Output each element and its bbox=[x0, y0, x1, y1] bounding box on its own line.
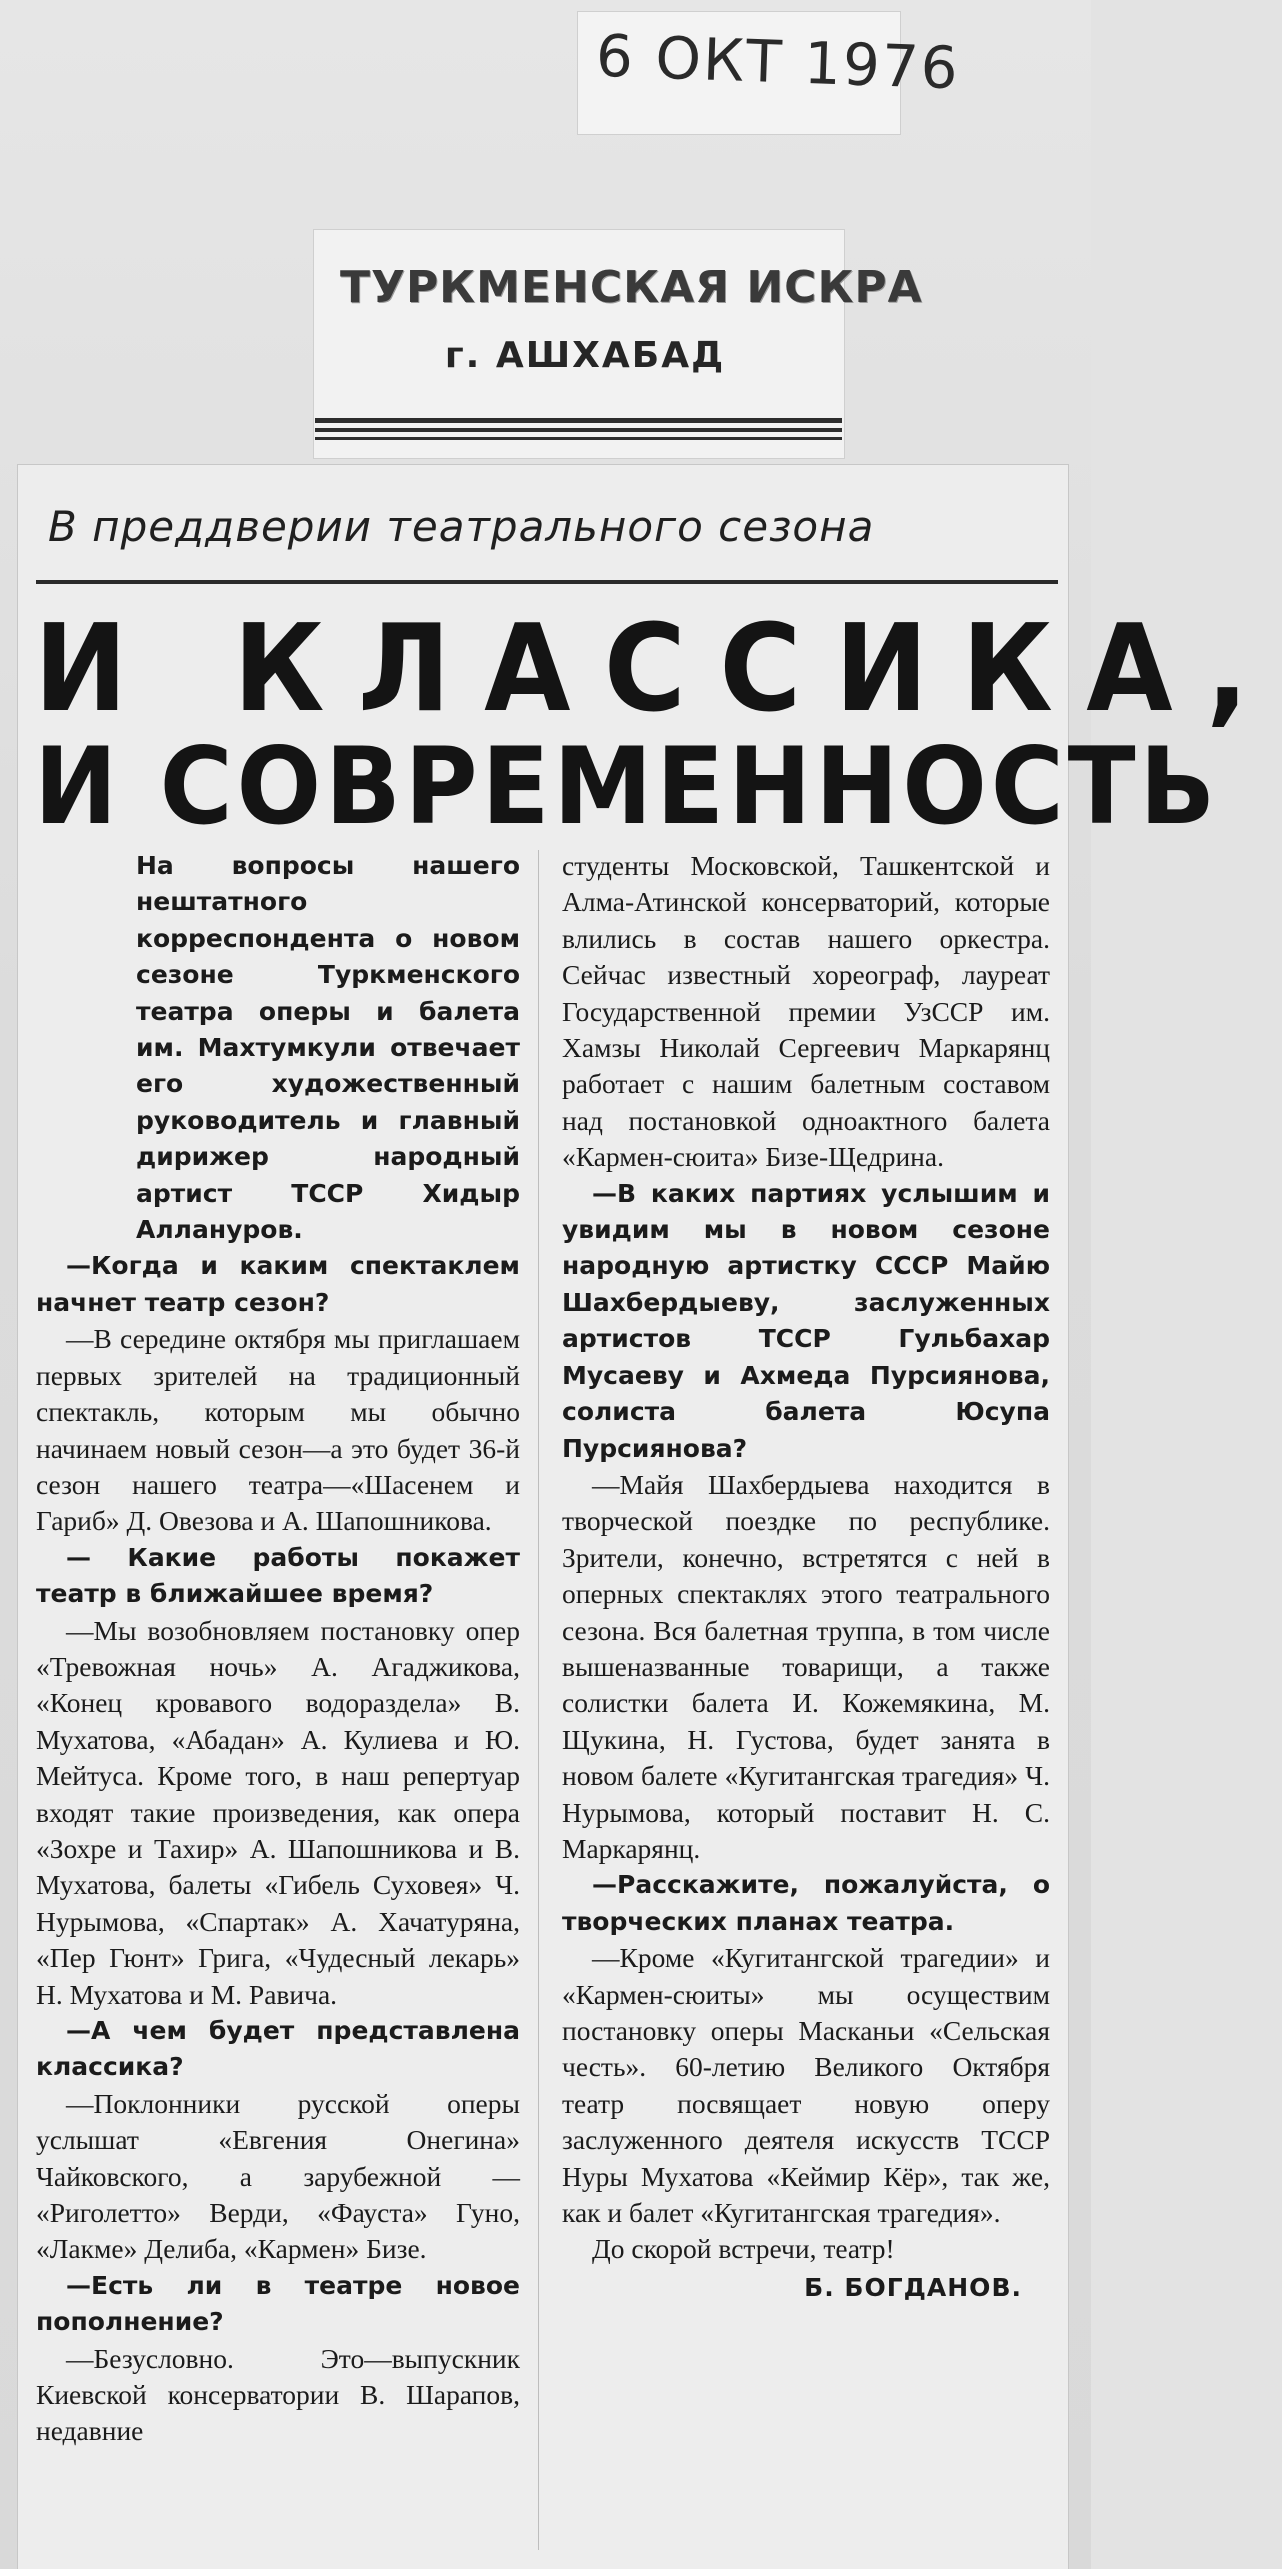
masthead-rule bbox=[315, 428, 842, 432]
closing-line: До скорой встречи, театр! bbox=[592, 2233, 895, 2265]
question: —В каких партиях услышим и увидим мы в новом сезоне народную артистку СССР Майю Шахбердыеву, заслуженных артистов ТССР Гульбахар Мусаеву и Ахмеда Пурсиянова, солиста балета Юсупа Пурсиянова? bbox=[562, 1178, 1050, 1463]
question: —Есть ли в театре новое пополнение? bbox=[36, 2270, 520, 2337]
answer-continued: студенты Московской, Ташкентской и Алма-Атинской консерваторий, которые влились в состав нашего оркестра. Сейчас известный хореограф, лауреат Государственной премии УзССР им. Хамзы Николай Сергеевич Маркарянц работает с нашим балетным составом над постановкой одноактного балета «Кармен-сюита» Бизе-Щедрина. bbox=[562, 850, 1050, 1173]
article-column-left bbox=[36, 848, 520, 2450]
answer: —Поклонники русской оперы услышат «Евгения Онегина» Чайковского, а зарубежной — «Риголетто» Верди, «Фауста» Гуно, «Лакме» Делиба, «Кармен» Бизе. bbox=[36, 2087, 520, 2265]
author-signature: Б. БОГДАНОВ. bbox=[804, 2272, 1022, 2302]
article-column-right bbox=[562, 848, 1050, 2306]
question: —А чем будет представлена классика? bbox=[36, 2016, 520, 2082]
answer: —Безусловно. Это—выпускник Киевской консерватории В. Шарапов, недавние bbox=[36, 2342, 520, 2447]
question: —Расскажите, пожалуйста, о творческих планах театра. bbox=[562, 1870, 1050, 1936]
question: —Когда и каким спектаклем начнет театр сезон? bbox=[36, 1251, 520, 1317]
masthead-rule bbox=[315, 437, 842, 440]
article-lead: На вопросы нашего нештатного корреспондента о новом сезоне Туркменского театра оперы и балета им. Махтумкули отвечает его художественный руководитель и главный дирижер народный артист ТССР Хидыр Аллануров. bbox=[136, 851, 520, 1245]
headline-line-2: И СОВРЕМЕННОСТЬ bbox=[34, 725, 1220, 848]
newspaper-name: ТУРКМЕНСКАЯ ИСКРА bbox=[340, 262, 923, 313]
answer: —Кроме «Кугитангской трагедии» и «Кармен-сюиты» мы осуществим постановку оперы Масканьи «Сельская честь». 60-летию Великого Октября театр посвящает новую оперу заслуженного деятеля искусств ТССР Нуры Мухатова «Кеймир Кёр», так же, как и балет «Кугитангская трагедия». bbox=[562, 1942, 1050, 2229]
masthead-rule bbox=[315, 418, 842, 423]
newspaper-city: г. АШХАБАД bbox=[444, 335, 726, 376]
question: — Какие работы покажет театр в ближайшее время? bbox=[36, 1542, 520, 1609]
answer: —В середине октября мы приглашаем первых зрителей на традиционный спектакль, которым мы обычно начинаем новый сезон—а это будет 36-й сезон нашего театра—«Шасенем и Гариб» Д. Овезова и А. Шапошникова. bbox=[36, 1323, 520, 1537]
headline-line-1: И КЛАССИКА, bbox=[34, 600, 1282, 739]
date-stamp: 6 ОКТ 1976 bbox=[594, 21, 961, 103]
rubric-rule bbox=[36, 580, 1058, 584]
rubric: В преддверии театрального сезона bbox=[48, 502, 875, 551]
answer: —Мы возобновляем постановку опер «Тревожная ночь» А. Агаджикова, «Конец кровавого водораздела» В. Мухатова, «Абадан» А. Кулиева и Ю. Мейтуса. Кроме того, в наш репертуар входят такие произведения, как опера «Зохре и Тахир» А. Шапошникова и В. Мухатова, балеты «Гибель Суховея» Ч. Нурымова, «Спартак» А. Хачатуряна, «Пер Гюнт» Грига, «Чудесный лекарь» Н. Мухатова и М. Равича. bbox=[36, 1614, 520, 2010]
answer: —Майя Шахбердыева находится в творческой поездке по республике. Зрители, конечно, встретятся с ней в оперных спектаклях этого театрального сезона. Вся балетная труппа, в том числе вышеназванные товарищи, а также солистки балета И. Кожемякина, М. Щукина, Н. Густова, будет занята в новом балете «Кугитангская трагедия» Ч. Нурымова, который поставит Н. С. Маркарянц. bbox=[562, 1468, 1050, 1864]
column-divider bbox=[538, 850, 539, 2550]
